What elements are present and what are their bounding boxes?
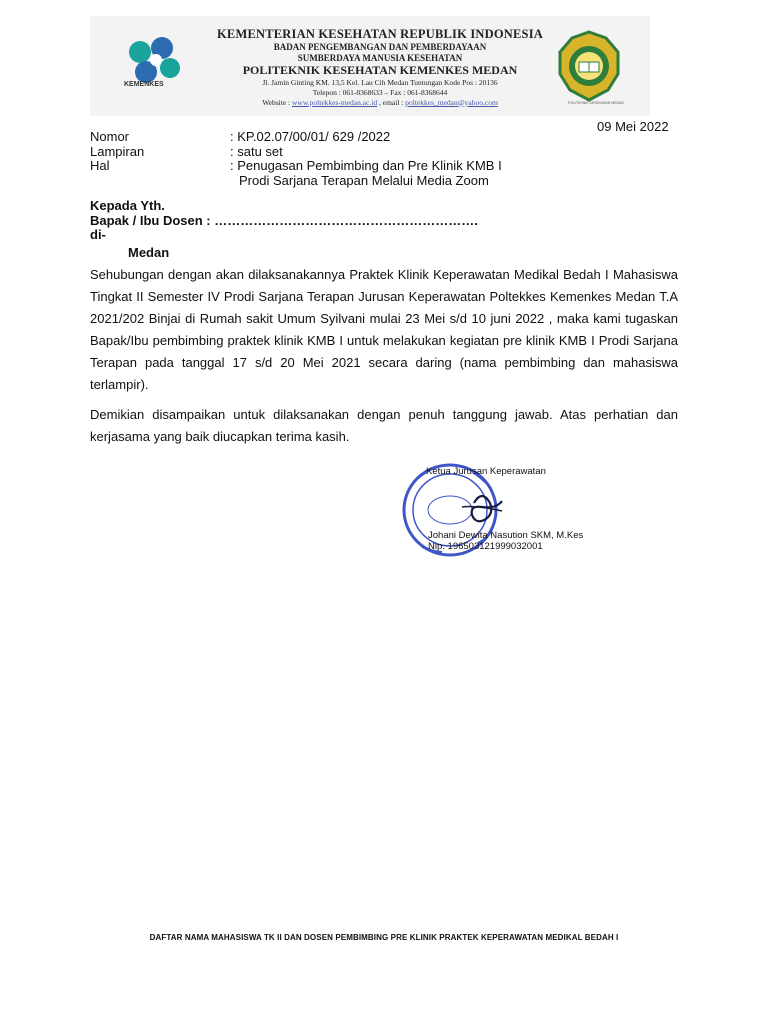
contact-line <box>200 99 560 107</box>
hal-label: Hal <box>90 158 110 173</box>
logo-caption: KEMENKES <box>124 81 164 88</box>
agency-line-1: BADAN PENGEMBANGAN DAN PEMBERDAYAAN <box>273 41 487 52</box>
phone: Telepon : 061-8368633 – Fax : 061-8368644 <box>312 88 448 97</box>
attachment-heading: DAFTAR NAMA MAHASISWA TK II DAN DOSEN PEMBIMBING PRE KLINIK PRAKTEK KEPERAWATAN MEDIKAL BEDAH I <box>149 933 619 942</box>
address: Jl. Jamin Ginting KM. 13,5 Kel. Lau Cih Medan Tuntungan Kode Pos : 20136 <box>262 77 498 87</box>
emblem-caption: POLITEKNIK KESEHATAN MEDAN <box>568 101 624 105</box>
signatory-title: Ketua Jurusan Keperawatan <box>426 466 546 477</box>
signatory-name: Johani Dewita Nasution SKM, M.Kes <box>428 530 584 541</box>
recipient-salutation: Kepada Yth. <box>90 198 165 213</box>
poltekkes-emblem-icon <box>556 30 622 106</box>
recipient-di: di- <box>90 227 106 242</box>
lampiran-value: : satu set <box>230 143 283 159</box>
institution-name: POLITEKNIK KESEHATAN KEMENKES MEDAN <box>242 62 518 77</box>
body-paragraph-1: Sehubungan dengan akan dilaksanakannya Praktek Klinik Keperawatan Medikal Bedah I Mahasiswa Tingkat II Semester IV Prodi Sarjana Terapan Jurusan Keperawatan Poltekkes Kemenkes Medan T.A 2021/202 Binjai di Rumah sakit Umum Syilvani mulai 23 Mei s/d 10 juni 2022 , maka kami tugaskan Bapak/Ibu pembimbing praktek klinik KMB I untuk melakukan kegiatan pre klinik KMB I Prodi Sarjana Terapan pada tanggal 17 s/d 20 Mei 2021 secara daring (nama pembimbing dan mahasiswa terlampir). <box>90 267 678 392</box>
letterhead <box>90 16 650 116</box>
hal-row <box>90 159 502 174</box>
hal-value-continued: Prodi Sarjana Terapan Melalui Media Zoom <box>239 172 489 188</box>
nomor-row <box>90 130 502 145</box>
signatory-nip: Nip. 196503121999032001 <box>428 541 543 552</box>
hal-row-continued <box>90 174 502 189</box>
email-link[interactable]: poltekkes_medan@yahoo.com <box>405 97 498 107</box>
letter-meta <box>90 130 502 188</box>
recipient-name: Bapak / Ibu Dosen : ……………………………………………………. <box>90 212 478 228</box>
lampiran-row <box>90 145 502 160</box>
website-label: Website : <box>262 97 293 107</box>
letterhead-text <box>200 28 560 106</box>
ministry-name: KEMENTERIAN KESEHATAN REPUBLIK INDONESIA <box>217 27 543 41</box>
body-paragraph-2: Demikian disampaikan untuk dilaksanakan dengan penuh tanggung jawab. Atas perhatian dan kerjasama yang baik diucapkan terima kasih. <box>90 407 678 444</box>
agency-line-2: SUMBERDAYA MANUSIA KESEHATAN <box>297 52 463 63</box>
website-link[interactable]: www.poltekkes-medan.ac.id <box>292 97 378 107</box>
recipient-block <box>90 199 478 260</box>
letter-date: 09 Mei 2022 <box>597 119 669 134</box>
recipient-city: Medan <box>128 244 170 260</box>
hal-value: : Penugasan Pembimbing dan Pre Klinik KMB I <box>230 158 502 173</box>
email-label: , email : <box>377 97 406 107</box>
nomor-value: : KP.02.07/00/01/ 629 /2022 <box>230 129 391 144</box>
lampiran-label: Lampiran <box>90 143 145 159</box>
nomor-label: Nomor <box>90 129 130 144</box>
kemenkes-logo-icon <box>118 30 188 110</box>
